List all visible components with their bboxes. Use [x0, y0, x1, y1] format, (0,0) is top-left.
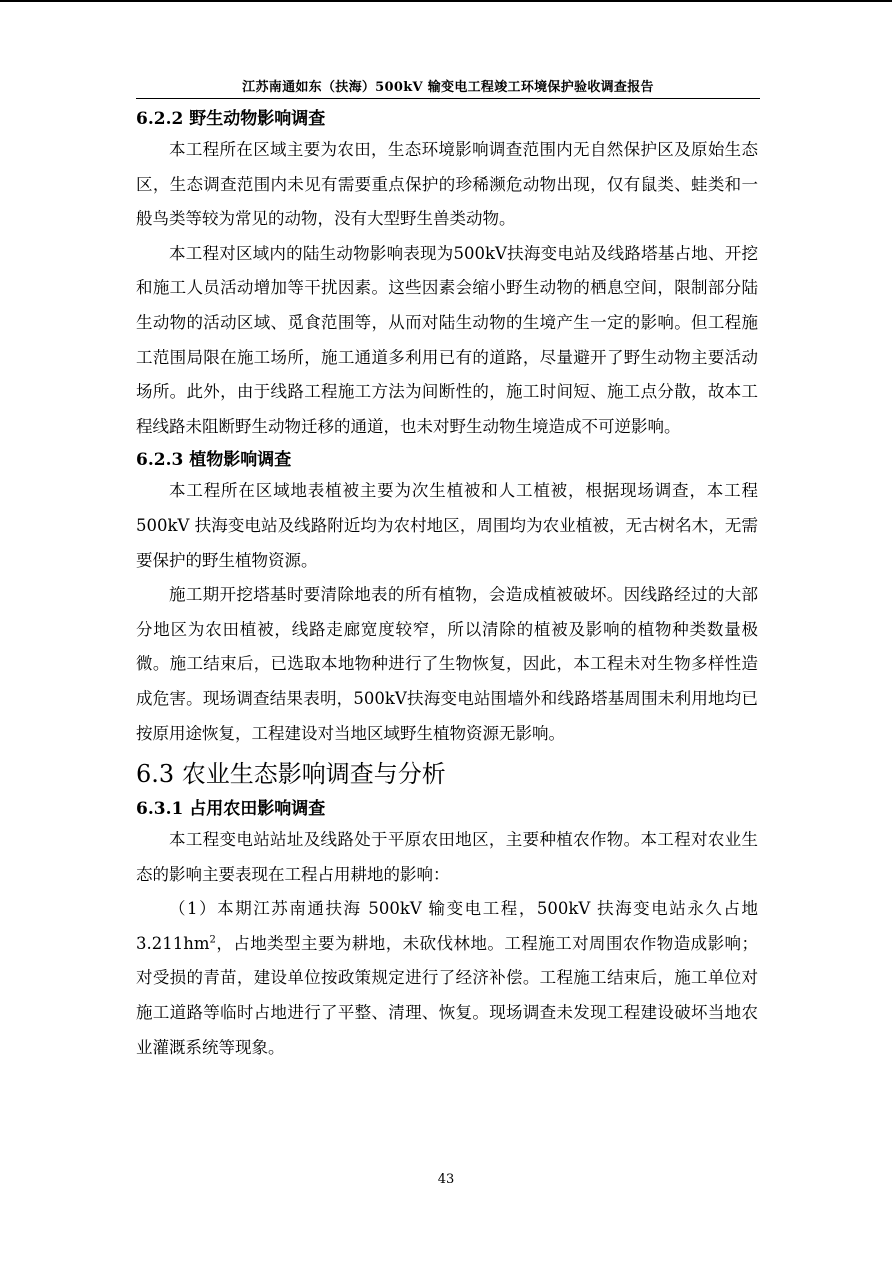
paragraph: 本工程变电站站址及线路处于平原农田地区，主要种植农作物。本工程对农业生态的影响主要表现在工程占用耕地的影响： [136, 830, 758, 884]
section-heading-6-2-2: 6.2.2 野生动物影响调查 [136, 109, 326, 129]
section-heading-6-2-3: 6.2.3 植物影响调查 [136, 450, 292, 471]
paragraph: 本工程所在区域主要为农田，生态环境影响调查范围内无自然保护区及原始生态区，生态调查范围内未见有需要重点保护的珍稀濒危动物出现，仅有鼠类、蛙类和一般鸟类等较为常见的动物，没有大型野生兽类动物。 [136, 140, 758, 229]
paragraph: 本工程对区域内的陆生动物影响表现为500kV扶海变电站及线路塔基占地、开挖和施工人员活动增加等干扰因素。这些因素会缩小野生动物的栖息空间，限制部分陆生动物的活动区域、觅食范围等，从而对陆生动物的生境产生一定的影响。但工程施工范围局限在施工场所，施工通道多利用已有的道路，尽量避开了野生动物主要活动场所。此外，由于线路工程施工方法为间断性的，施工时间短、施工点分散，故本工程线路未阻断野生动物迁移的通道，也未对野生动物生境造成不可逆影响。 [136, 243, 758, 436]
section-heading-6-3: 6.3 农业生态影响调查与分析 [136, 760, 446, 789]
paragraph-text: （1）本期江苏南通扶海 500kV 输变电工程，500kV 扶海变电站永久占地3.211hm [136, 899, 758, 953]
paragraph: 本工程所在区域地表植被主要为次生植被和人工植被，根据现场调查，本工程 500kV 扶海变电站及线路附近均为农村地区，周围均为农业植被，无古树名木，无需要保护的野生植物资源。 [136, 481, 758, 570]
superscript: 2 [209, 934, 216, 946]
page-body [136, 105, 758, 1065]
running-header: 江苏南通如东（扶海）500kV 输变电工程竣工环境保护验收调查报告 [242, 80, 654, 95]
header-divider [136, 98, 760, 99]
paragraph: 施工期开挖塔基时要清除地表的所有植物，会造成植被破坏。因线路经过的大部分地区为农田植被，线路走廊宽度较窄，所以清除的植被及影响的植物种类数量极微。施工结束后，已选取本地物种进行了生物恢复，因此，本工程未对生物多样性造成危害。现场调查结果表明，500kV扶海变电站围墙外和线路塔基周围未利用地均已按原用途恢复，工程建设对当地区域野生植物资源无影响。 [136, 585, 758, 743]
top-border-line [0, 0, 892, 2]
page-number: 43 [437, 1172, 455, 1187]
section-heading-6-3-1: 6.3.1 占用农田影响调查 [136, 799, 326, 820]
paragraph-text: ，占地类型主要为耕地，未砍伐林地。工程施工对周围农作物造成影响；对受损的青苗，建设单位按政策规定进行了经济补偿。工程施工结束后，施工单位对施工道路等临时占地进行了平整、清理、恢复。现场调查未发现工程建设破坏当地农业灌溉系统等现象。 [136, 933, 758, 1057]
paragraph [136, 892, 758, 1065]
